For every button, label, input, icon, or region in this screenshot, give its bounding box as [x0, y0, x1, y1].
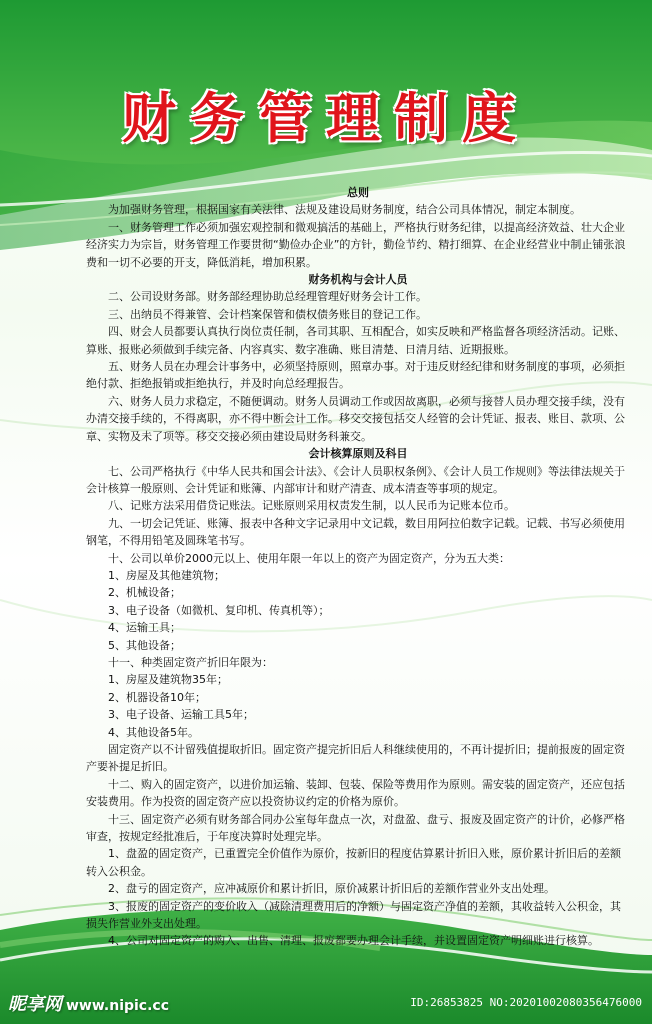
clause-paragraph: 十、公司以单价2000元以上、使用年限一年以上的资产为固定资产，分为五大类： — [108, 551, 510, 565]
clause-paragraph: 5、其他设备； — [108, 638, 181, 652]
section-heading: 会计核算原则及科目 — [308, 447, 408, 461]
clause-paragraph: 4、其他设备5年。 — [108, 725, 199, 739]
clause-paragraph: 4、公司对固定资产的购入、出售、清理、报废都要办理会计手续，并设置固定资产明细账进行核算。 — [108, 934, 599, 948]
clause-paragraph: 3、报废的固定资产的变价收入（减除清理费用后的净额）与固定资产净值的差额，其收益转入公积金，其损失作营业外支出处理。 — [86, 899, 621, 931]
clause-paragraph: 2、机械设备； — [108, 586, 181, 600]
clause-paragraph: 2、盘亏的固定资产，应冲减原价和累计折旧，原价减累计折旧后的差额作营业外支出处理。 — [108, 882, 555, 896]
section-heading: 总则 — [347, 186, 369, 199]
clause-paragraph: 三、出纳员不得兼管、会计档案保管和债权债务账目的登记工作。 — [108, 307, 427, 321]
clause-paragraph: 七、公司严格执行《中华人民共和国会计法》、《会计人员职权条例》、《会计人员工作规则》等法律法规关于会计核算一般原则、会计凭证和账簿、内部审计和财产清查、成本清查等事项的规定。 — [86, 464, 625, 495]
clause-paragraph: 五、财务人员在办理会计事务中，必须坚持原则，照章办事。对于违反财经纪律和财务制度的事项，必须拒绝付款、拒绝报销或拒绝执行，并及时向总经理报告。 — [86, 360, 625, 391]
clause-paragraph: 九、一切会记凭证、账簿、报表中各种文字记录用中文记载，数目用阿拉伯数字记载。记载、书写必须使用钢笔，不得用铅笔及圆珠笔书写。 — [86, 516, 625, 548]
clause-paragraph: 3、电子设备、运输工具5年； — [108, 708, 254, 722]
clause-paragraph: 为加强财务管理，根据国家有关法律、法规及建设局财务制度，结合公司具体情况，制定本制度。 — [108, 203, 581, 217]
clause-paragraph: 3、电子设备（如微机、复印机、传真机等）； — [108, 603, 330, 617]
poster-title: 财务管理制度 — [122, 86, 530, 150]
regulation-text — [86, 184, 630, 950]
clause-paragraph: 四、财会人员都要认真执行岗位责任制，各司其职、互相配合，如实反映和严格监督各项经济活动。记账、算账、报账必须做到手续完备、内容真实、数字准确、账目清楚、日清月结、近期报账。 — [86, 325, 625, 356]
clause-paragraph: 1、房屋及其他建筑物； — [108, 568, 225, 582]
site-url: www.nipic.cc — [66, 998, 170, 1014]
clause-paragraph: 二、公司设财务部。财务部经理协助总经理管理好财务会计工作。 — [108, 290, 427, 304]
clause-paragraph: 1、盘盈的固定资产，已重置完全价值作为原价，按新旧的程度估算累计折旧入账，原价累计折旧后的差额转入公积金。 — [86, 847, 621, 878]
clause-paragraph: 一、财务管理工作必须加强宏观控制和微观搞活的基础上，严格执行财务纪律，以提高经济效益、壮大企业经济实力为宗旨，财务管理工作要贯彻“勤俭办企业”的方针，勤俭节约、精打细算、在企业经营业中制止铺张浪费和一切不必要的开支，降低消耗，增加积累。 — [86, 220, 626, 269]
site-logo-text: 昵享网 — [8, 994, 62, 1015]
site-logo — [8, 990, 169, 1016]
clause-paragraph: 十三、固定资产必须有财务部合同办公室每年盘点一次，对盘盈、盘亏、报废及固定资产的计价，必修严格审查，按规定经批准后，于年度决算时处理完毕。 — [86, 812, 625, 844]
clause-paragraph: 十二、购入的固定资产，以进价加运输、装卸、包装、保险等费用作为原则。需安装的固定资产，还应包括安装费用。作为投资的固定资产应以投资协议约定的价格为原价。 — [86, 777, 625, 809]
clause-paragraph: 4、运输工具； — [108, 621, 181, 635]
clause-paragraph: 1、房屋及建筑物35年； — [108, 673, 228, 687]
clause-paragraph: 六、财务人员力求稳定，不随便调动。财务人员调动工作或因故离职，必须与接替人员办理交接手续，没有办清交接手续的，不得离职，亦不得中断会计工作。移交交接包括交人经管的会计凭证、报表、账目、款项、公章、实物及未了项等。移交交接必须由建设局财务科兼交。 — [86, 394, 625, 443]
image-id: ID:26853825 NO:20201002080356476000 — [410, 996, 642, 1009]
section-heading: 财务机构与会计人员 — [308, 273, 408, 287]
watermark-footer — [0, 990, 652, 1024]
clause-paragraph: 固定资产以不计留残值提取折旧。固定资产提完折旧后人科继续使用的，不再计提折旧；提前报废的固定资产要补提足折旧。 — [86, 743, 625, 774]
clause-paragraph: 十一、种类固定资产折旧年限为： — [108, 655, 273, 669]
clause-paragraph: 2、机器设备10年； — [108, 690, 206, 704]
clause-paragraph: 八、记账方法采用借贷记账法。记账原则采用权责发生制，以人民币为记账本位币。 — [108, 499, 515, 513]
